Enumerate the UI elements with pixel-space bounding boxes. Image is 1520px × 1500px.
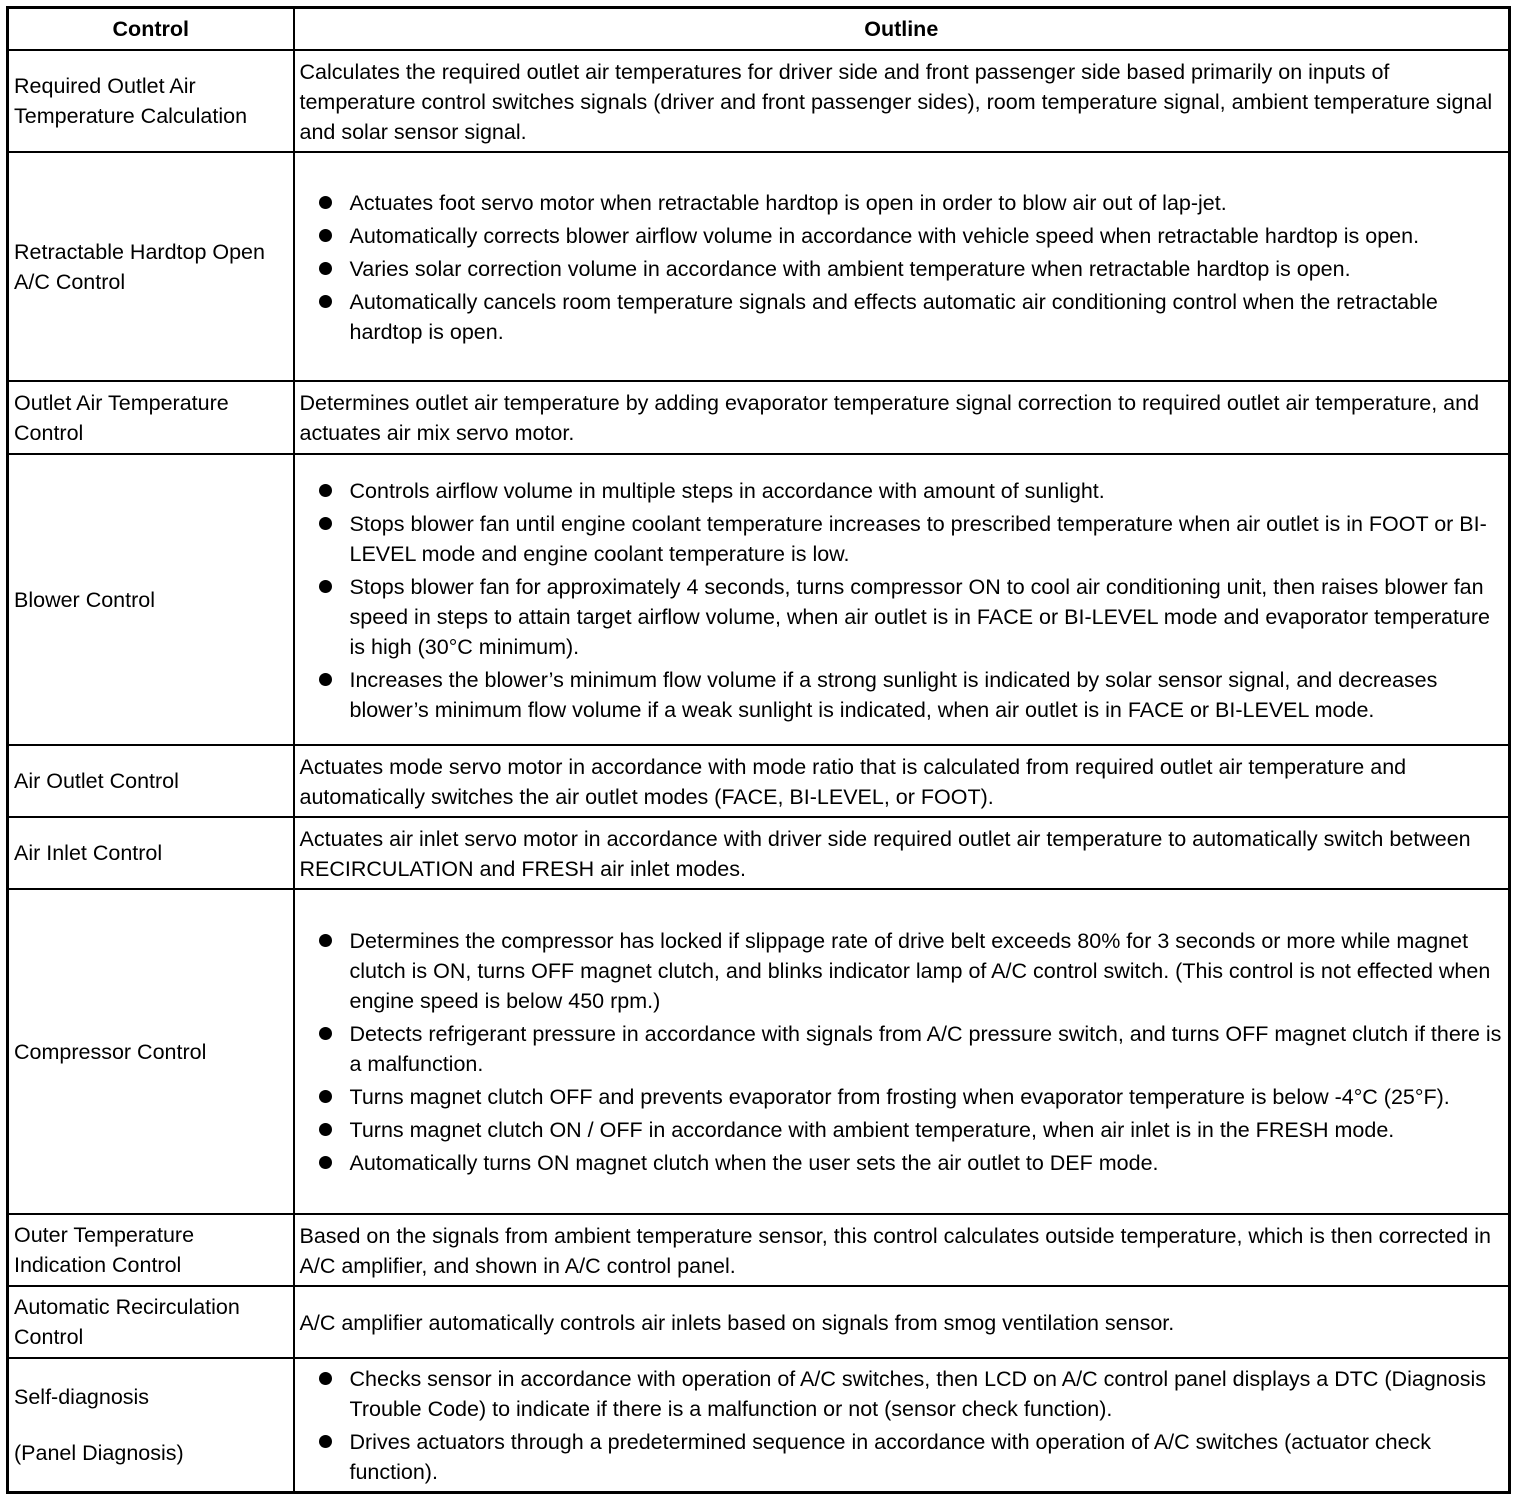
control-cell: Outer Temperature Indication Control — [8, 1214, 294, 1286]
header-row — [8, 8, 1510, 51]
outline-cell — [294, 889, 1510, 1214]
outline-cell: Determines outlet air temperature by adding evaporator temperature signal correction to required outlet air temperature, and actuates air mix servo motor. — [294, 381, 1510, 454]
bullet-icon — [319, 1435, 332, 1448]
table-row — [8, 50, 1510, 152]
outline-cell: Based on the signals from ambient temperature sensor, this control calculates outside temperature, which is then corrected in A/C amplifier, and shown in A/C control panel. — [294, 1214, 1510, 1286]
table-row — [8, 1358, 1510, 1493]
header-outline: Outline — [294, 8, 1510, 51]
list-item — [300, 665, 1505, 725]
bullet-text: Turns magnet clutch OFF and prevents evaporator from frosting when evaporator temperature is below -4°C (25°F). — [349, 1085, 1450, 1109]
bullet-list — [300, 188, 1505, 347]
control-cell: Blower Control — [8, 454, 294, 745]
bullet-text: Determines the compressor has locked if slippage rate of drive belt exceeds 80% for 3 seconds or more while magnet clutch is ON, turns OFF magnet clutch, and blinks indicator lamp of A/C control switch. (This control is not effected when engine speed is below 450 rpm.) — [349, 929, 1491, 1013]
bullet-text: Controls airflow volume in multiple steps in accordance with amount of sunlight. — [349, 478, 1105, 503]
bullet-icon — [319, 934, 332, 947]
list-item — [300, 254, 1505, 284]
bullet-text: Actuates foot servo motor when retractable hardtop is open in order to blow air out of lap-jet. — [349, 190, 1227, 215]
list-item — [300, 476, 1505, 506]
table-row — [8, 454, 1510, 745]
bullet-icon — [319, 484, 332, 497]
table-row — [8, 745, 1510, 817]
table-row — [8, 381, 1510, 454]
control-cell: Automatic Recirculation Control — [8, 1286, 294, 1358]
bullet-text: Varies solar correction volume in accordance with ambient temperature when retractable hardtop is open. — [349, 256, 1351, 281]
list-item — [300, 1364, 1505, 1424]
bullet-text: Automatically cancels room temperature signals and effects automatic air conditioning control when the retractable hardtop is open. — [349, 289, 1438, 344]
control-sublabel: (Panel Diagnosis) — [14, 1441, 184, 1465]
control-cell: Outlet Air Temperature Control — [8, 381, 294, 454]
list-item — [300, 221, 1505, 251]
header-control: Control — [8, 8, 294, 51]
list-item — [300, 1115, 1505, 1145]
bullet-text: Increases the blower’s minimum flow volume if a strong sunlight is indicated by solar sensor signal, and decreases blower’s minimum flow volume if a weak sunlight is indicated, when air outlet is in FACE or BI-LEVEL mode. — [349, 667, 1438, 722]
bullet-icon — [319, 1123, 332, 1136]
spacer — [14, 1412, 289, 1438]
bullet-icon — [319, 262, 332, 275]
bullet-text: Automatically corrects blower airflow volume in accordance with vehicle speed when retractable hardtop is open. — [349, 223, 1420, 248]
control-cell: Air Inlet Control — [8, 817, 294, 889]
table-row — [8, 1214, 1510, 1286]
bullet-text: Turns magnet clutch ON / OFF in accordance with ambient temperature, when air inlet is in the FRESH mode. — [349, 1118, 1395, 1142]
bullet-text: Stops blower fan until engine coolant temperature increases to prescribed temperature when air outlet is in FOOT or BI-LEVEL mode and engine coolant temperature is low. — [349, 511, 1487, 566]
table-row — [8, 817, 1510, 889]
table-row — [8, 889, 1510, 1214]
bullet-icon — [319, 1372, 332, 1385]
list-item — [300, 509, 1505, 569]
outline-cell: Actuates air inlet servo motor in accordance with driver side required outlet air temperature to automatically switch between RECIRCULATION and FRESH air inlet modes. — [294, 817, 1510, 889]
outline-cell: A/C amplifier automatically controls air inlets based on signals from smog ventilation sensor. — [294, 1286, 1510, 1358]
bullet-text: Checks sensor in accordance with operation of A/C switches, then LCD on A/C control panel displays a DTC (Diagnosis Trouble Code) to indicate if there is a malfunction or not (sensor check function). — [349, 1367, 1486, 1421]
control-cell: Compressor Control — [8, 889, 294, 1214]
list-item — [300, 287, 1505, 347]
list-item — [300, 1019, 1505, 1079]
bullet-icon — [319, 517, 332, 530]
list-item — [300, 1148, 1505, 1178]
control-cell — [8, 1358, 294, 1493]
bullet-icon — [319, 196, 332, 209]
outline-cell — [294, 1358, 1510, 1493]
outline-cell: Calculates the required outlet air temperatures for driver side and front passenger side based primarily on inputs of temperature control switches signals (driver and front passenger sides), room temperature signal, ambient temperature signal and solar sensor signal. — [294, 50, 1510, 152]
bullet-icon — [319, 295, 332, 308]
list-item — [300, 1082, 1505, 1112]
bullet-icon — [319, 580, 332, 593]
list-item — [300, 926, 1505, 1016]
table-row — [8, 152, 1510, 381]
list-item — [300, 572, 1505, 662]
bullet-text: Drives actuators through a predetermined sequence in accordance with operation of A/C switches (actuator check function). — [349, 1430, 1432, 1484]
document-page — [6, 6, 1508, 1494]
outline-cell: Actuates mode servo motor in accordance with mode ratio that is calculated from required outlet air temperature and automatically switches the air outlet modes (FACE, BI-LEVEL, or FOOT). — [294, 745, 1510, 817]
bullet-text: Automatically turns ON magnet clutch when the user sets the air outlet to DEF mode. — [349, 1151, 1159, 1175]
outline-cell — [294, 152, 1510, 381]
outline-cell — [294, 454, 1510, 745]
bullet-icon — [319, 1027, 332, 1040]
table-row — [8, 1286, 1510, 1358]
bullet-list — [300, 926, 1505, 1178]
control-cell: Air Outlet Control — [8, 745, 294, 817]
list-item — [300, 188, 1505, 218]
bullet-list — [300, 476, 1505, 725]
control-outline-table — [6, 6, 1511, 1494]
control-cell: Required Outlet Air Temperature Calculation — [8, 50, 294, 152]
bullet-text: Stops blower fan for approximately 4 seconds, turns compressor ON to cool air conditioning unit, then raises blower fan speed in steps to attain target airflow volume, when air outlet is in FACE or BI-LEVEL mode and evaporator temperature is high (30°C minimum). — [349, 574, 1490, 659]
bullet-icon — [319, 673, 332, 686]
bullet-icon — [319, 1156, 332, 1169]
bullet-icon — [319, 229, 332, 242]
bullet-list — [300, 1364, 1505, 1487]
list-item — [300, 1427, 1505, 1487]
bullet-text: Detects refrigerant pressure in accordance with signals from A/C pressure switch, and turns OFF magnet clutch if there is a malfunction. — [349, 1022, 1502, 1076]
control-label: Self-diagnosis — [14, 1385, 150, 1409]
control-cell: Retractable Hardtop Open A/C Control — [8, 152, 294, 381]
bullet-icon — [319, 1090, 332, 1103]
